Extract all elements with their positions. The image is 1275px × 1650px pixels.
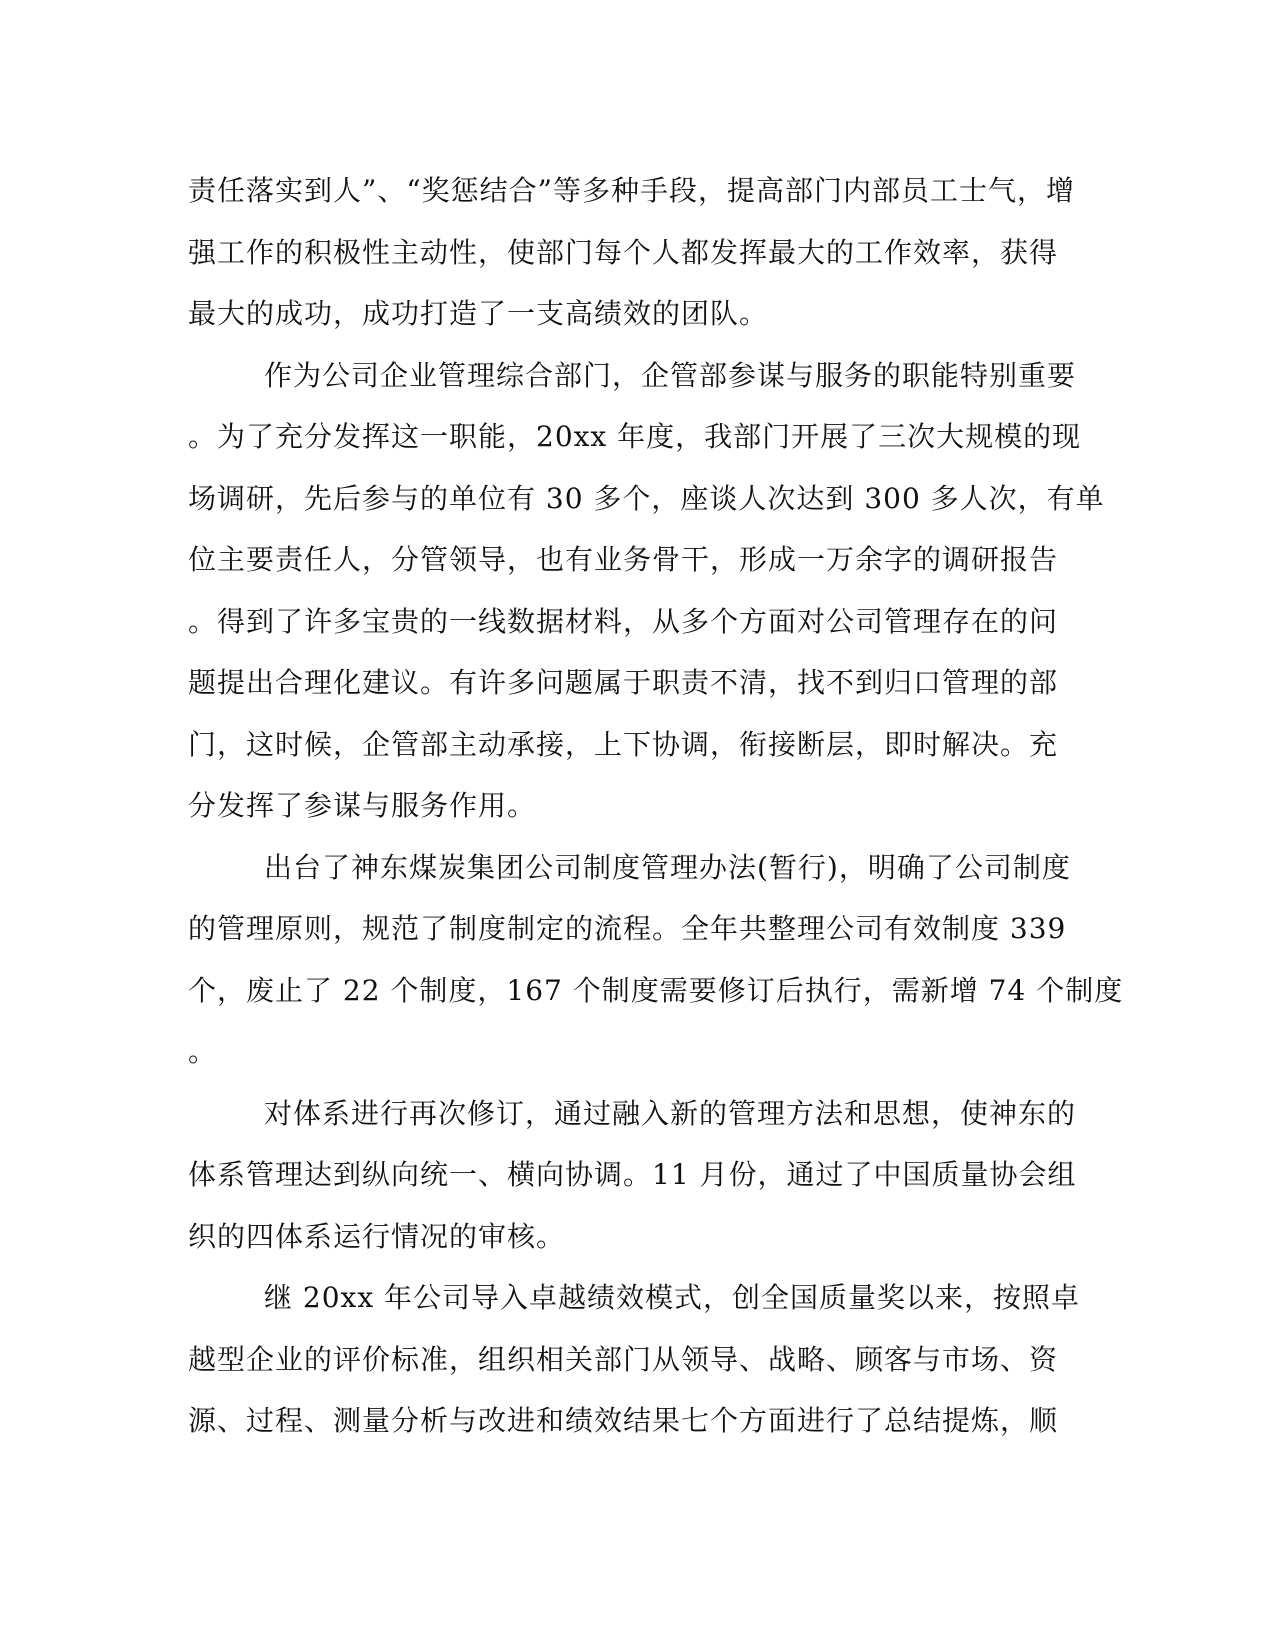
text-line: 。 [188,1035,218,1068]
text-line: 最大的成功，成功打造了一支高绩效的团队。 [188,297,769,330]
text-line: 源、过程、测量分析与改进和绩效结果七个方面进行了总结提炼，顺 [188,1404,1059,1437]
text-line: 个，废止了 22 个制度，167 个制度需要修订后执行，需新增 74 个制度 [188,973,1124,1007]
body-text [188,160,1124,1452]
text-line: 位主要责任人，分管领导，也有业务骨干，形成一万余字的调研报告 [188,543,1059,576]
text-line: 责任落实到人”、“奖惩结合”等多种手段，提高部门内部员工士气，增 [188,174,1075,207]
text-line: 的管理原则，规范了制度制定的流程。全年共整理公司有效制度 339 [188,912,1067,945]
text-line: 场调研，先后参与的单位有 30 多个，座谈人次达到 300 多人次，有单 [188,481,1105,515]
text-line: 织的四体系运行情况的审核。 [188,1219,566,1253]
paragraph-start-line: 继 20xx 年公司导入卓越绩效模式，创全国质量奖以来，按照卓 [264,1281,1081,1314]
text-line: 越型企业的评价标准，组织相关部门从领导、战略、顾客与市场、资 [188,1342,1059,1376]
text-line: 门，这时候，企管部主动承接，上下协调，衔接断层，即时解决。充 [188,727,1059,761]
paragraph-start-line: 对体系进行再次修订，通过融入新的管理方法和思想，使神东的 [264,1096,1077,1130]
paragraph-start-line: 作为公司企业管理综合部门，企管部参谋与服务的职能特别重要 [264,358,1077,392]
text-line: 。得到了许多宝贵的一线数据材料，从多个方面对公司管理存在的问 [188,604,1059,638]
text-line: 。为了充分发挥这一职能，20xx 年度，我部门开展了三次大规模的现 [188,420,1082,453]
paragraph-start-line: 出台了神东煤炭集团公司制度管理办法(暂行)，明确了公司制度 [264,850,1071,884]
text-line: 体系管理达到纵向统一、横向协调。11 月份，通过了中国质量协会组 [188,1158,1077,1191]
text-line: 分发挥了参谋与服务作用。 [188,789,537,822]
text-line: 题提出合理化建议。有许多问题属于职责不清，找不到归口管理的部 [188,666,1059,699]
text-line: 强工作的积极性主动性，使部门每个人都发挥最大的工作效率，获得 [188,235,1059,269]
